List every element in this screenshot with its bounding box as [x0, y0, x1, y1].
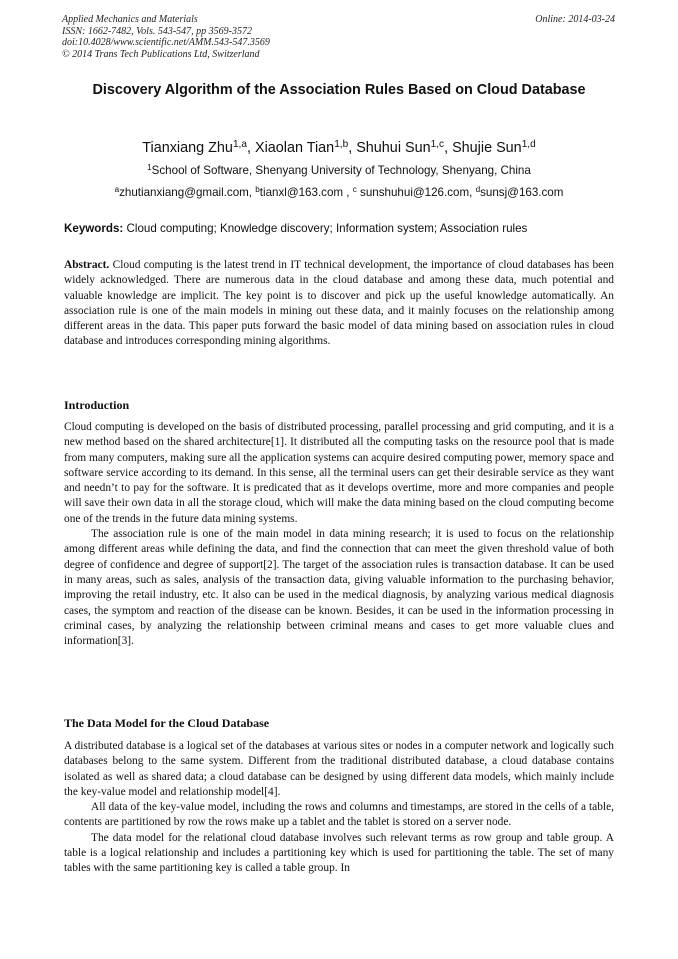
abstract	[64, 258, 614, 350]
email-separator: ,	[469, 186, 476, 199]
email-list	[40, 185, 638, 201]
abstract-text: Cloud computing is the latest trend in IT technical development, the importance of cloud databases has been widely acknowledged. There are numerous data in the cloud database and among these data, much potential and valuable knowledge are implicit. The key point is to discover and pick up the useful knowledge automatically. An association rule is one of the main models in mining out these data, and it mainly focuses on the relationship among different areas in the data. This paper puts forward the basic model of data mining based on association rules in cloud database and introduces corresponding mining algorithms.	[64, 259, 614, 348]
paragraph: Cloud computing is developed on the basis of distributed processing, parallel processing and grid computing, and it is a new method based on the shared architecture[1]. It distributed all the computing tasks on the resource pool that is made from many computers, making sure all the application systems can acquire desired computing power, memory space and software service according to its demand. In this sense, all the terminal users can get their desirable service as they want and needn’t to pay for the software. It is predicated that as it develops overtime, more and more companies and people will save their own data in all the storage cloud, which will make the data mining based on the cloud computing become one of the trends in the future data mining systems.	[64, 421, 614, 525]
keywords-text: Cloud computing; Knowledge discovery; Information system; Association rules	[126, 222, 528, 235]
email-address[interactable]: zhutianxiang@gmail.com	[119, 186, 249, 199]
doi-line: doi:10.4028/www.scientific.net/AMM.543-547.3569	[62, 37, 270, 48]
keywords	[64, 221, 614, 236]
author-sup: 1,b	[334, 139, 349, 151]
copyright-line: © 2014 Trans Tech Publications Ltd, Switzerland	[62, 48, 260, 60]
affiliation-text: School of Software, Shenyang University of Technology, Shenyang, China	[151, 164, 531, 177]
affiliation	[40, 163, 638, 179]
paragraph: All data of the key-value model, including the rows and columns and timestamps, are stored in the cells of a table, contents are partitioned by row the rows make up a tablet and the tablet is stored on a server node.	[64, 801, 614, 829]
email-address[interactable]: sunshuhui@126.com	[356, 186, 470, 199]
author-name: Shujie Sun	[452, 140, 522, 156]
author-name: Tianxiang Zhu	[142, 140, 233, 156]
section-heading-introduction: Introduction	[64, 398, 130, 412]
author-sup: 1,c	[430, 139, 445, 151]
journal-header	[62, 14, 270, 60]
email-separator: ,	[248, 186, 256, 199]
data-model-body	[64, 739, 614, 877]
issn-line: ISSN: 1662-7482, Vols. 543-547, pp 3569-3572	[62, 25, 252, 37]
paragraph: A distributed database is a logical set of the databases at various sites or nodes in a computer network and logically such databases belong to the same system. Different from the traditional distributed database, a cloud database contains isolated as well as shared data; a cloud database can be designed by using different data models, which mainly include the key-value model and relationship model[4].	[64, 740, 614, 798]
email-separator: ,	[343, 186, 353, 199]
section-heading-data-model: The Data Model for the Cloud Database	[64, 716, 270, 730]
abstract-label: Abstract.	[64, 259, 110, 271]
journal-name: Applied Mechanics and Materials	[62, 14, 198, 25]
email-sup: d	[475, 185, 481, 195]
keywords-label: Keywords:	[64, 222, 124, 235]
email-sup: a	[114, 185, 120, 195]
email-address[interactable]: tianxl@163.com	[259, 186, 344, 199]
paragraph: The association rule is one of the main model in data mining research; it is used to focus on the relationship among different areas while defining the data, and find the connection that can meet the given threshold value of both degree of confidence and degree of support[2]. The target of the association rules is transaction database. It can be used in many areas, such as sales, analysis of the transaction data, giving valuable information to the purchasing behavior, improving the retail industry, etc. It also can be used in the medical diagnosis, by analyzing various medical diagnosis cases, the symptom and reaction of the disease can be known. Besides, it can be used in the information processing in criminal cases, by analyzing the relationship between criminal means and cases to get more valuable clues and information[3].	[64, 528, 614, 648]
author-list: Tianxiang Zhu$^{1,a}$, Xiaolan Tian$^{1,b}$, Shuhui Sun$^{1,c}$, Shujie Sun$^{1,d}$	[142, 139, 536, 156]
author-name: Shuhui Sun	[356, 140, 431, 156]
affiliation-sup: 1	[147, 163, 152, 173]
email-sup: b	[255, 185, 260, 195]
author-name: Xiaolan Tian	[254, 140, 335, 156]
paper-title: Discovery Algorithm of the Association Rules Based on Cloud Database	[92, 82, 586, 98]
online-date: Online: 2014-03-24	[535, 14, 615, 25]
email-address[interactable]: sunsj@163.com	[480, 186, 564, 199]
author-sup: 1,d	[521, 139, 536, 151]
author-sup: 1,a	[232, 139, 247, 151]
paragraph: The data model for the relational cloud database involves such relevant terms as row group and table group. A table is a logical relationship and includes a partitioning key which is used for partitioning the table. The set of many tables with the same partitioning key is called a table group. In	[64, 831, 614, 875]
email-sup: c	[352, 185, 357, 195]
introduction-body	[64, 420, 614, 649]
